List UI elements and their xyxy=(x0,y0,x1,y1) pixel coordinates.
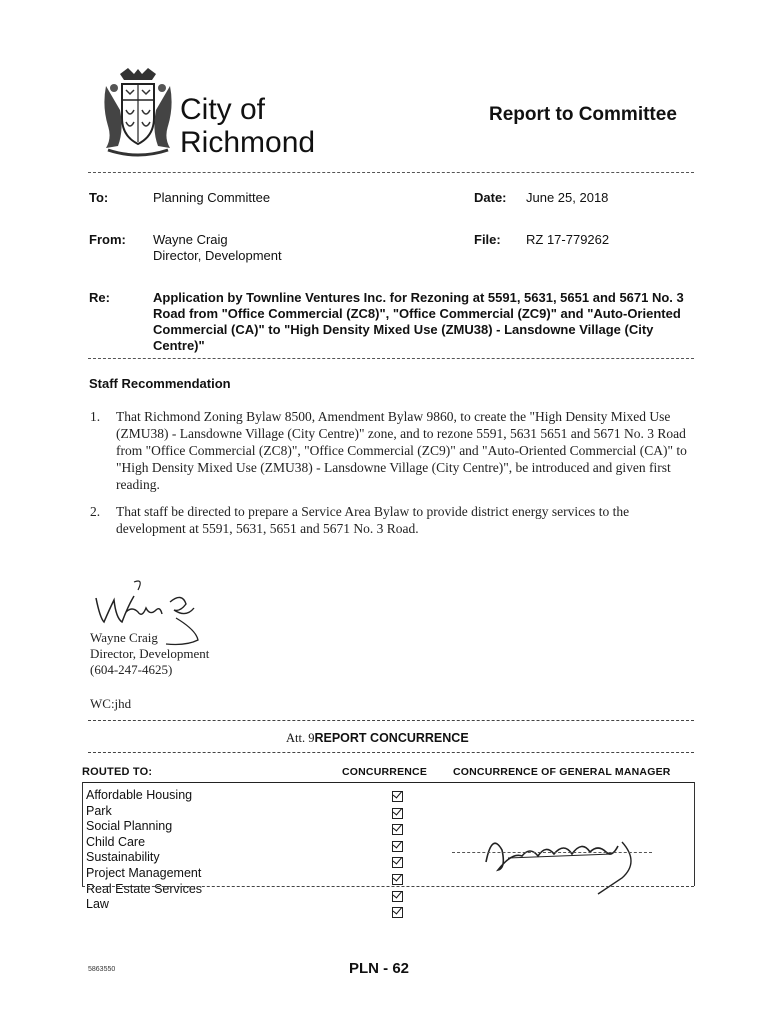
gm-signature-line xyxy=(452,852,652,853)
department-item: Social Planning xyxy=(86,819,173,834)
gm-signature xyxy=(472,822,652,902)
checked-checkbox xyxy=(392,891,403,902)
department-item: Affordable Housing xyxy=(86,788,193,802)
department-item: Sustainability xyxy=(86,850,160,865)
concurrence-checkboxes xyxy=(392,791,403,918)
signer-name: Wayne Craig xyxy=(90,630,158,645)
column-routed-to: ROUTED TO: xyxy=(82,766,153,778)
recommendation-item xyxy=(90,408,690,493)
date-label: Date: xyxy=(474,190,507,205)
checked-checkbox xyxy=(392,808,403,819)
concurrence-title-rule xyxy=(88,752,694,753)
concurrence-top-rule xyxy=(88,720,694,721)
subject-divider xyxy=(88,358,694,359)
from-title: Director, Development xyxy=(153,248,282,263)
concurrence-title: REPORT CONCURRENCE xyxy=(314,731,469,745)
concurrence-title-row xyxy=(286,731,469,746)
checked-checkbox xyxy=(392,824,403,835)
department-item: Real Estate Services xyxy=(86,881,203,896)
file-label: File: xyxy=(474,232,501,247)
header-divider xyxy=(88,172,694,173)
checked-checkbox xyxy=(392,841,403,852)
checked-checkbox xyxy=(392,907,403,918)
recommendation-heading: Staff Recommendation xyxy=(89,376,231,391)
signer-title: Director, Development xyxy=(90,646,210,661)
recommendation-number: 2. xyxy=(90,504,101,519)
checked-checkbox xyxy=(392,874,403,885)
attachment-count: Att. 9 xyxy=(286,731,315,745)
org-name-line1: City of xyxy=(180,93,266,126)
org-name xyxy=(180,93,315,159)
document-number: 5863550 xyxy=(88,966,116,973)
department-item: Project Management xyxy=(86,865,202,880)
department-item: Park xyxy=(86,803,112,818)
column-concurrence: CONCURRENCE xyxy=(342,766,428,778)
city-crest-logo xyxy=(98,66,178,158)
file-value: RZ 17-779262 xyxy=(526,232,610,247)
initials: WC:jhd xyxy=(90,696,132,711)
concurrence-bottom-rule xyxy=(82,886,694,887)
checked-checkbox xyxy=(392,791,403,802)
recommendation-number: 1. xyxy=(90,409,101,424)
page-label: PLN - 62 xyxy=(349,960,410,977)
checked-checkbox xyxy=(392,857,403,868)
recommendation-text: That Richmond Zoning Bylaw 8500, Amendment Bylaw 9860, to create the "High Density Mixed Use (ZMU38) - Lansdowne Village (City Centre)" zone, and to rezone 5591, 5631 5651 and 5671 No. 3 Road from "Office Commercial (ZC8)", "Office Commercial (ZC9)" and "Auto-Oriented Commercial (CA)" to "High Density Mixed Use (ZMU38) - Lansdowne Village (City Centre)", be introduced and given first reading. xyxy=(116,409,687,492)
recommendation-list xyxy=(90,408,690,547)
re-label: Re: xyxy=(89,290,110,305)
recommendation-text: That staff be directed to prepare a Service Area Bylaw to provide district energy services to the development at 5591, 5631, 5651 and 5671 No. 3 Road. xyxy=(116,504,630,536)
to-value: Planning Committee xyxy=(153,190,271,205)
signature-block xyxy=(90,630,209,678)
report-title: Report to Committee xyxy=(489,104,677,125)
from-label: From: xyxy=(89,232,126,247)
date-value: June 25, 2018 xyxy=(526,190,609,205)
table-right-border xyxy=(694,782,695,886)
from-name: Wayne Craig xyxy=(153,232,228,247)
routed-departments xyxy=(86,788,202,913)
concurrence-header-rule xyxy=(82,782,694,783)
table-left-border xyxy=(82,782,83,886)
department-item: Law xyxy=(86,897,109,912)
to-label: To: xyxy=(89,190,109,205)
re-subject: Application by Townline Ventures Inc. for Rezoning at 5591, 5631, 5651 and 5671 No. 3 Road from "Office Commercial (ZC8)", "Office Commercial (ZC9)" and "Auto-Oriented Commercial (CA)" to "High Density Mixed Use (ZMU38) - Lansdowne Village (City Centre)" xyxy=(153,290,684,353)
column-gm-concurrence: CONCURRENCE OF GENERAL MANAGER xyxy=(453,766,671,778)
signer-phone: (604-247-4625) xyxy=(90,662,173,677)
recommendation-item xyxy=(90,503,690,537)
org-name-line2: Richmond xyxy=(180,126,316,159)
department-item: Child Care xyxy=(86,834,146,849)
